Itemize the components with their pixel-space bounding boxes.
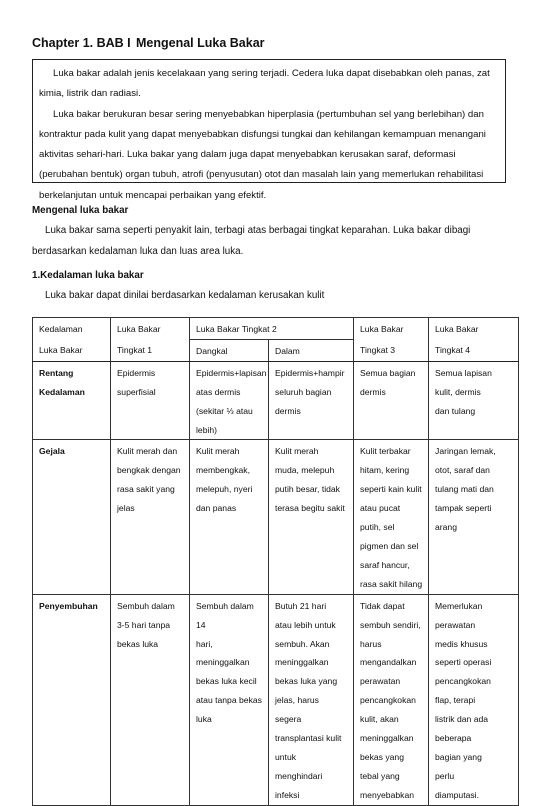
row-label: Gejala xyxy=(33,440,111,594)
intro-paragraph-2-text: Luka bakar berukuran besar sering menyebabkan hiperplasia (pertumbuhan sel yang berlebihan) dan kontraktur pada kulit yang dapat menyebabkan disfungsi tungkai dan kehilangan kemampuan menangani aktivitas sehari-hari. Luka bakar yang dalam juga dapat menyebabkan kerusakan saraf, deformasi (perubahan bentuk) organ tubuh, atrofi (penyusutan) otot dan masalah lain yang memerlukan rehabilitasi berkelanjutan untuk mencapai perbaikan yang efektif. xyxy=(39,108,486,201)
section-depth-heading: 1.Kedalaman luka bakar xyxy=(32,270,144,281)
table-cell: Tidak dapat sembuh sendiri, harus mengandalkan perawatan pencangkokan kulit, akan meninggalkan bekas yang tebal yang menyebabkan xyxy=(354,594,429,805)
section-depth xyxy=(32,266,518,307)
table-cell: Jaringan lemak, otot, saraf dan tulang mati dan tampak seperti arang xyxy=(429,440,519,594)
table-cell: Epidermis+lapisan atas dermis (sekitar ⅓ atau lebih) xyxy=(190,361,269,440)
section-depth-text: Luka bakar dapat dinilai berdasarkan kedalaman kerusakan kulit xyxy=(45,290,325,302)
section-depth-text-wrap xyxy=(32,286,518,306)
section-overview xyxy=(32,201,518,262)
header-cell: Tingkat 3 xyxy=(354,339,429,361)
intro-paragraph-1 xyxy=(39,64,499,105)
table-cell: Kulit merah muda, melepuh putih besar, tidak terasa begitu sakit xyxy=(269,440,354,594)
table-row xyxy=(33,361,519,440)
row-label: Rentang Kedalaman xyxy=(33,361,111,440)
table-cell: Epidermis+hampir seluruh bagian dermis xyxy=(269,361,354,440)
intro-box xyxy=(32,59,506,201)
section-overview-text-wrap xyxy=(32,221,518,262)
table-cell: Semua lapisan kulit, dermis dan tulang xyxy=(429,361,519,440)
table-header-row-top xyxy=(33,318,519,340)
intro-paragraph-2 xyxy=(39,105,499,206)
header-cell: Dangkal xyxy=(190,339,269,361)
table-row xyxy=(33,594,519,805)
table-cell: Epidermis superfisial xyxy=(111,361,190,440)
burn-depth-table xyxy=(32,317,519,806)
header-cell: Luka Bakar Tingkat 2 xyxy=(190,318,354,340)
chapter-heading xyxy=(32,36,265,50)
table-cell: Butuh 21 hari atau lebih untuk sembuh. Akan meninggalkan bekas luka yang jelas, harus segera transplantasi kulit untuk menghindari infeksi xyxy=(269,594,354,805)
table-row xyxy=(33,440,519,594)
table-cell: Kulit merah membengkak, melepuh, nyeri dan panas xyxy=(190,440,269,594)
table-header-row-bottom xyxy=(33,339,519,361)
table-cell: Kulit merah dan bengkak dengan rasa sakit yang jelas xyxy=(111,440,190,594)
section-overview-text: Luka bakar sama seperti penyakit lain, terbagi atas berbagai tingkat keparahan. Luka bakar dibagi berdasarkan kedalaman luka dan luas area luka. xyxy=(32,225,471,257)
table-cell: Kulit terbakar hitam, kering seperti kain kulit atau pucat putih, sel pigmen dan sel saraf hancur, rasa sakit hilang xyxy=(354,440,429,594)
header-cell: Kedalaman xyxy=(33,318,111,340)
header-cell: Luka Bakar xyxy=(354,318,429,340)
header-cell: Luka Bakar xyxy=(33,339,111,361)
section-overview-heading: Mengenal luka bakar xyxy=(32,205,129,216)
table-cell: Memerlukan perawatan medis khusus seperti operasi pencangkokan flap, terapi listrik dan ada beberapa bagian yang perlu diamputasi. xyxy=(429,594,519,805)
table-cell: Sembuh dalam 14 hari, meninggalkan bekas luka kecil atau tanpa bekas luka xyxy=(190,594,269,805)
header-cell: Luka Bakar xyxy=(111,318,190,340)
table-cell: Semua bagian dermis xyxy=(354,361,429,440)
chapter-title: Mengenal Luka Bakar xyxy=(136,36,265,50)
table-cell: Sembuh dalam 3-5 hari tanpa bekas luka xyxy=(111,594,190,805)
chapter-number: Chapter 1. BAB I xyxy=(32,36,131,50)
header-cell: Tingkat 4 xyxy=(429,339,519,361)
intro-paragraph-1-text: Luka bakar adalah jenis kecelakaan yang sering terjadi. Cedera luka dapat disebabkan oleh panas, zat kimia, listrik dan radiasi. xyxy=(39,68,490,100)
row-label: Penyembuhan xyxy=(33,594,111,805)
header-cell: Tingkat 1 xyxy=(111,339,190,361)
header-cell: Luka Bakar xyxy=(429,318,519,340)
header-cell: Dalam xyxy=(269,339,354,361)
